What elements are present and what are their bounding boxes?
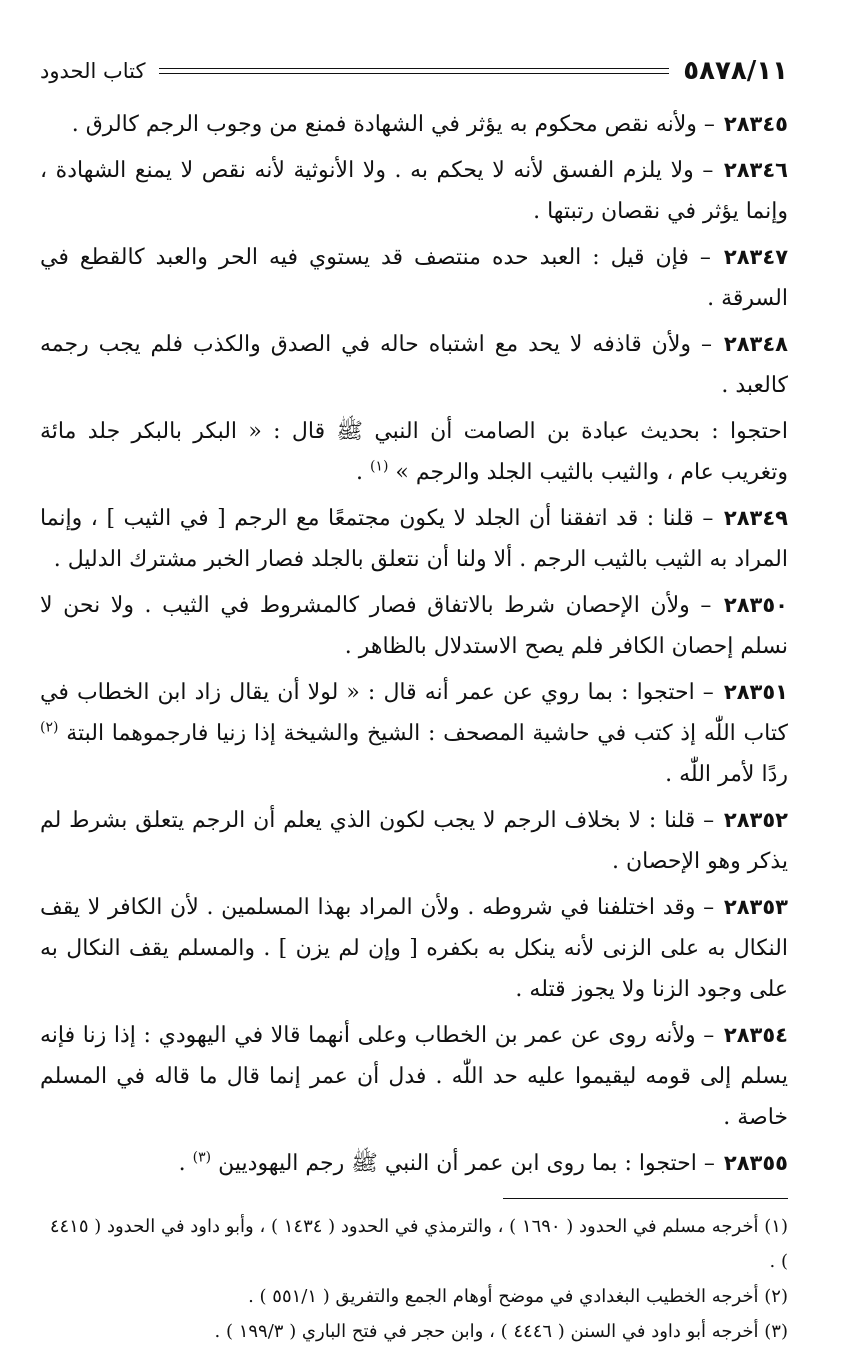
paragraph-text: – ولأن الإحصان شرط بالاتفاق فصار كالمشروط في الثيب . ولا نحن لا نسلم إحصان الكافر فلم يصح الاستدلال بالظاهر . [40, 593, 788, 659]
paragraph-number: ٢٨٣٥١ [723, 680, 788, 704]
footnote-3: (٣) أخرجه أبو داود في السنن ( ٤٤٤٦ ) ، وابن حجر في فتح الباري ( ١٩٩/٣ ) . [214, 1321, 788, 1342]
footnote-marker[interactable]: (٣) [192, 1149, 212, 1166]
page-number: ٥٨٧٨/١١ [683, 56, 788, 86]
paragraph-text: – قلنا : قد اتفقنا أن الجلد لا يكون مجتمعًا مع الرجم [ في الثيب ] ، وإنما المراد به الثيب بالثيب الرجم . ألا ولنا أن نتعلق بالجلد فصار الخبر مشترك الدليل . [40, 506, 788, 572]
footnote-2: (٢) أخرجه الخطيب البغدادي في موضح أوهام الجمع والتفريق ( ٥٥١/١ ) . [248, 1286, 788, 1307]
paragraph-text: – ولأنه نقص محكوم به يؤثر في الشهادة فمنع من وجوب الرجم كالرق . [71, 112, 715, 137]
footnote-marker[interactable]: (١) [369, 458, 389, 475]
paragraph-number: ٢٨٣٥٠ [723, 593, 788, 617]
paragraph-number: ٢٨٣٤٦ [723, 158, 788, 182]
header-rule [159, 68, 669, 74]
paragraph-28350 [40, 585, 788, 667]
paragraph-number: ٢٨٣٤٩ [723, 506, 788, 530]
footnotes [40, 1209, 788, 1349]
paragraph-number: ٢٨٣٥٤ [723, 1023, 788, 1047]
footnote-separator [503, 1198, 788, 1199]
paragraph-28351 [40, 672, 788, 795]
paragraph-text: – ولأن قاذفه لا يحد مع اشتباه حاله في الصدق والكذب فلم يجب رجمه كالعبد . [40, 332, 788, 398]
running-header [40, 50, 788, 92]
paragraph-28353 [40, 887, 788, 1010]
paragraph-number: ٢٨٣٥٢ [723, 808, 788, 832]
paragraph-28355 [40, 1143, 788, 1184]
paragraph-tail: . [178, 1151, 193, 1176]
paragraph-28349 [40, 498, 788, 580]
paragraph-number: ٢٨٣٤٨ [723, 332, 788, 356]
paragraph-number: ٢٨٣٥٥ [723, 1151, 788, 1175]
paragraph-28346 [40, 150, 788, 232]
paragraph-number: ٢٨٣٤٥ [723, 112, 788, 136]
footnote-1: (١) أخرجه مسلم في الحدود ( ١٦٩٠ ) ، والترمذي في الحدود ( ١٤٣٤ ) ، وأبو داود في الحدود ( ٤٤١٥ ) . [49, 1216, 788, 1272]
footnote-marker[interactable]: (٢) [40, 719, 59, 736]
main-text [40, 104, 788, 1184]
book-title: كتاب الحدود [40, 59, 146, 83]
paragraph-text: احتجوا : بحديث عبادة بن الصامت أن النبي ﷺ قال : « البكر بالبكر جلد مائة وتغريب عام ، والثيب بالثيب الجلد والرجم » [40, 419, 788, 485]
paragraph-text: – ولا يلزم الفسق لأنه لا يحكم به . ولا الأنوثية لأنه نقص لا يمنع الشهادة ، وإنما يؤثر في نقصان رتبتها . [40, 158, 788, 224]
paragraph-text: – وقد اختلفنا في شروطه . ولأن المراد بهذا المسلمين . لأن الكافر لا يقف النكال به على الزنى لأنه ينكل به بكفره [ وإن لم يزن ] . والمسلم يقف النكال به على وجود الزنا ولا يجوز قتله . [40, 895, 788, 1002]
paragraph-28347 [40, 237, 788, 319]
paragraph-text: – ولأنه روى عن عمر بن الخطاب وعلى أنهما قالا في اليهودي : إذا زنا فإنه يسلم إلى قومه ليقيموا عليه حد اللّٰه . فدل أن عمر إنما قال ما قاله في المسلم خاصة . [40, 1023, 788, 1130]
paragraph-text: – فإن قيل : العبد حده منتصف قد يستوي فيه الحر والعبد كالقطع في السرقة . [40, 245, 788, 311]
paragraph-text: – قلنا : لا بخلاف الرجم لا يجب لكون الذي يعلم أن الرجم يتعلق بشرط لم يذكر وهو الإحصان . [40, 808, 788, 874]
paragraph-text: – احتجوا : بما روي عن عمر أنه قال : « لولا أن يقال زاد ابن الخطاب في كتاب اللّٰه إذ كتب في حاشية المصحف : الشيخ والشيخة إذا زنيا فارجموهما البتة [40, 680, 788, 746]
paragraph-28348 [40, 324, 788, 406]
paragraph-tail: ردًا لأمر اللّٰه . [665, 762, 788, 787]
paragraph-number: ٢٨٣٥٣ [723, 895, 788, 919]
paragraph-tail: . [355, 460, 370, 485]
paragraph-objection [40, 411, 788, 493]
paragraph-28352 [40, 800, 788, 882]
paragraph-number: ٢٨٣٤٧ [723, 245, 789, 269]
paragraph-28354 [40, 1015, 788, 1138]
paragraph-text: – احتجوا : بما روى ابن عمر أن النبي ﷺ رجم اليهوديين [218, 1151, 715, 1176]
paragraph-28345 [40, 104, 788, 145]
